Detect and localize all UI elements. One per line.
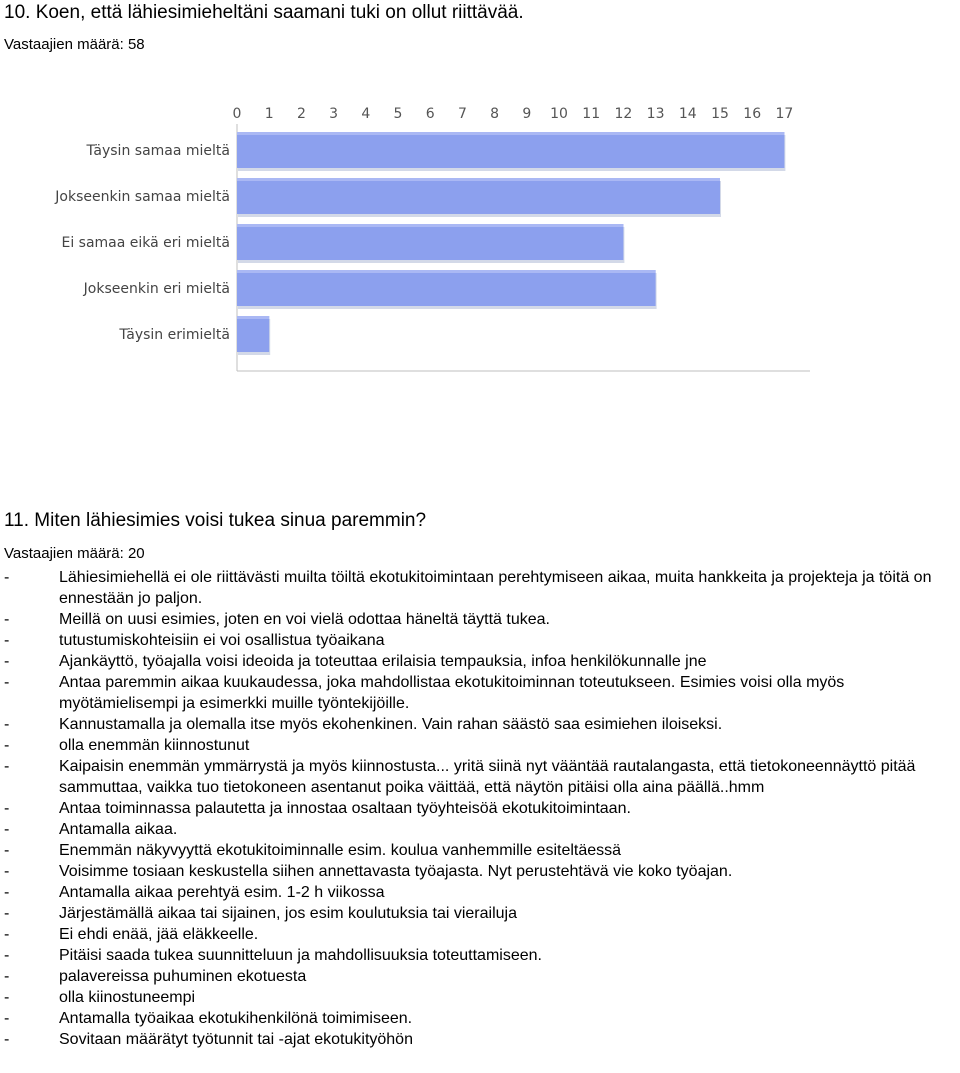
answer-item [4,735,960,756]
bar [237,132,784,168]
x-tick-label: 12 [614,106,633,122]
answer-bullet: - [4,1010,10,1027]
answer-bullet: - [4,821,10,838]
answer-text: Voisimme tosiaan keskustella siihen annettavasta työajasta. Nyt perustehtävä vie koko työajan. [59,863,733,880]
answer-item [4,609,960,630]
q11-respondent-count: Vastaajien määrä: 20 [4,545,145,562]
answer-item [4,882,960,903]
answer-item [4,987,960,1008]
answer-item [4,756,960,798]
answer-item [4,903,960,924]
answer-text: Antamalla työaikaa ekotukihenkilönä toimimiseen. [59,1010,413,1027]
answer-text: olla kiinostuneempi [59,989,196,1006]
x-tick-label: 0 [232,106,242,122]
answer-bullet: - [4,926,10,943]
answer-bullet: - [4,569,10,586]
answer-text: Kaipaisin enemmän ymmärrystä ja myös kiinnostusta... yritä siinä nyt vääntää rautalangasta, että tietokoneennäyttö pitää sammuttaa, vaikka tuo tietokoneen asentanut poika väittää, että näytön pitäisi olla aina päällä..hmm [59,758,916,796]
q10-title: 10. Koen, että lähiesimieheltäni saamani tuki on ollut riittävää. [4,2,524,23]
q10-respondent-count: Vastaajien määrä: 58 [4,36,145,53]
x-tick-label: 16 [743,106,762,122]
x-tick-label: 2 [296,106,306,122]
answer-text: Antamalla aikaa perehtyä esim. 1-2 h viikossa [59,884,385,901]
q11-answer-list [4,567,960,1050]
bar-highlight [237,270,656,273]
x-tick-label: 10 [550,106,568,122]
answer-text: palavereissa puhuminen ekotuesta [59,968,307,985]
answer-text: Antaa toiminnassa palautetta ja innostaa osaltaan työyhteisöä ekotukitoimintaan. [59,800,631,817]
bar-highlight [237,224,623,227]
answer-text: olla enemmän kiinnostunut [59,737,250,754]
answer-bullet: - [4,989,10,1006]
answer-bullet: - [4,842,10,859]
bar [237,316,269,352]
x-tick-label: 5 [393,106,403,122]
answer-item [4,966,960,987]
answer-text: Pitäisi saada tukea suunnitteluun ja mahdollisuuksia toteuttamiseen. [59,947,542,964]
bar [237,270,656,306]
category-label: Täysin samaa mieltä [86,143,230,159]
category-label: Täysin erimieltä [119,327,230,343]
answer-item [4,714,960,735]
x-tick-label: 1 [264,106,274,122]
answer-bullet: - [4,653,10,670]
answer-item [4,567,960,609]
answer-item [4,861,960,882]
answer-bullet: - [4,716,10,733]
answer-text: Antamalla aikaa. [59,821,178,838]
x-tick-label: 6 [425,106,435,122]
answer-bullet: - [4,758,10,775]
x-tick-label: 9 [522,106,532,122]
answer-bullet: - [4,863,10,880]
answer-item [4,1008,960,1029]
x-tick-label: 4 [361,106,371,122]
answer-bullet: - [4,737,10,754]
answer-item [4,1029,960,1050]
answer-bullet: - [4,674,10,691]
answer-text: Lähiesimiehellä ei ole riittävästi muilta töiltä ekotukitoimintaan perehtymiseen aikaa, muita hankkeita ja projekteja ja töitä on ennestään jo paljon. [59,569,932,607]
bar-highlight [237,316,269,319]
answer-text: Antaa paremmin aikaa kuukaudessa, joka mahdollistaa ekotukitoiminnan toteutukseen. Esimies voisi olla myös myötämielisempi ja esimerkki muille työntekijöille. [59,674,845,712]
category-label: Jokseenkin eri mieltä [83,281,230,297]
answer-bullet: - [4,1031,10,1048]
answer-text: Ei ehdi enää, jää eläkkeelle. [59,926,259,943]
q10-bar-chart [0,96,820,376]
answer-item [4,819,960,840]
x-tick-label: 13 [646,106,665,122]
answer-item [4,945,960,966]
answer-item [4,672,960,714]
answer-bullet: - [4,884,10,901]
answer-text: Enemmän näkyvyyttä ekotukitoiminnalle esim. koulua vanhemmille esiteltäessä [59,842,622,859]
answer-bullet: - [4,632,10,649]
category-label: Ei samaa eikä eri mieltä [61,235,230,251]
bar [237,178,720,214]
answer-item [4,651,960,672]
bar [237,224,623,260]
x-tick-label: 8 [490,106,500,122]
answer-bullet: - [4,611,10,628]
answer-text: Kannustamalla ja olemalla itse myös ekohenkinen. Vain rahan säästö saa esimiehen iloiseksi. [59,716,723,733]
bar-highlight [237,132,784,135]
q11-title: 11. Miten lähiesimies voisi tukea sinua paremmin? [4,510,427,531]
answer-text: tutustumiskohteisiin ei voi osallistua työaikana [59,632,385,649]
answer-item [4,630,960,651]
answer-item [4,924,960,945]
answer-item [4,798,960,819]
answer-text: Järjestämällä aikaa tai sijainen, jos esim koulutuksia tai vierailuja [59,905,517,922]
answer-text: Ajankäyttö, työajalla voisi ideoida ja toteuttaa erilaisia tempauksia, infoa henkilökunnalle jne [59,653,707,670]
answer-text: Meillä on uusi esimies, joten en voi vielä odottaa häneltä täyttä tukea. [59,611,550,628]
answer-bullet: - [4,968,10,985]
x-tick-label: 11 [582,106,601,122]
bar-highlight [237,178,720,181]
answer-text: Sovitaan määrätyt työtunnit tai -ajat ekotukityöhön [59,1031,413,1048]
x-tick-label: 14 [678,106,697,122]
x-tick-label: 7 [457,106,467,122]
x-tick-label: 15 [711,106,729,122]
answer-item [4,840,960,861]
x-tick-label: 17 [775,106,794,122]
answer-bullet: - [4,947,10,964]
answer-bullet: - [4,905,10,922]
answer-bullet: - [4,800,10,817]
category-label: Jokseenkin samaa mieltä [55,189,230,205]
x-tick-label: 3 [329,106,339,122]
